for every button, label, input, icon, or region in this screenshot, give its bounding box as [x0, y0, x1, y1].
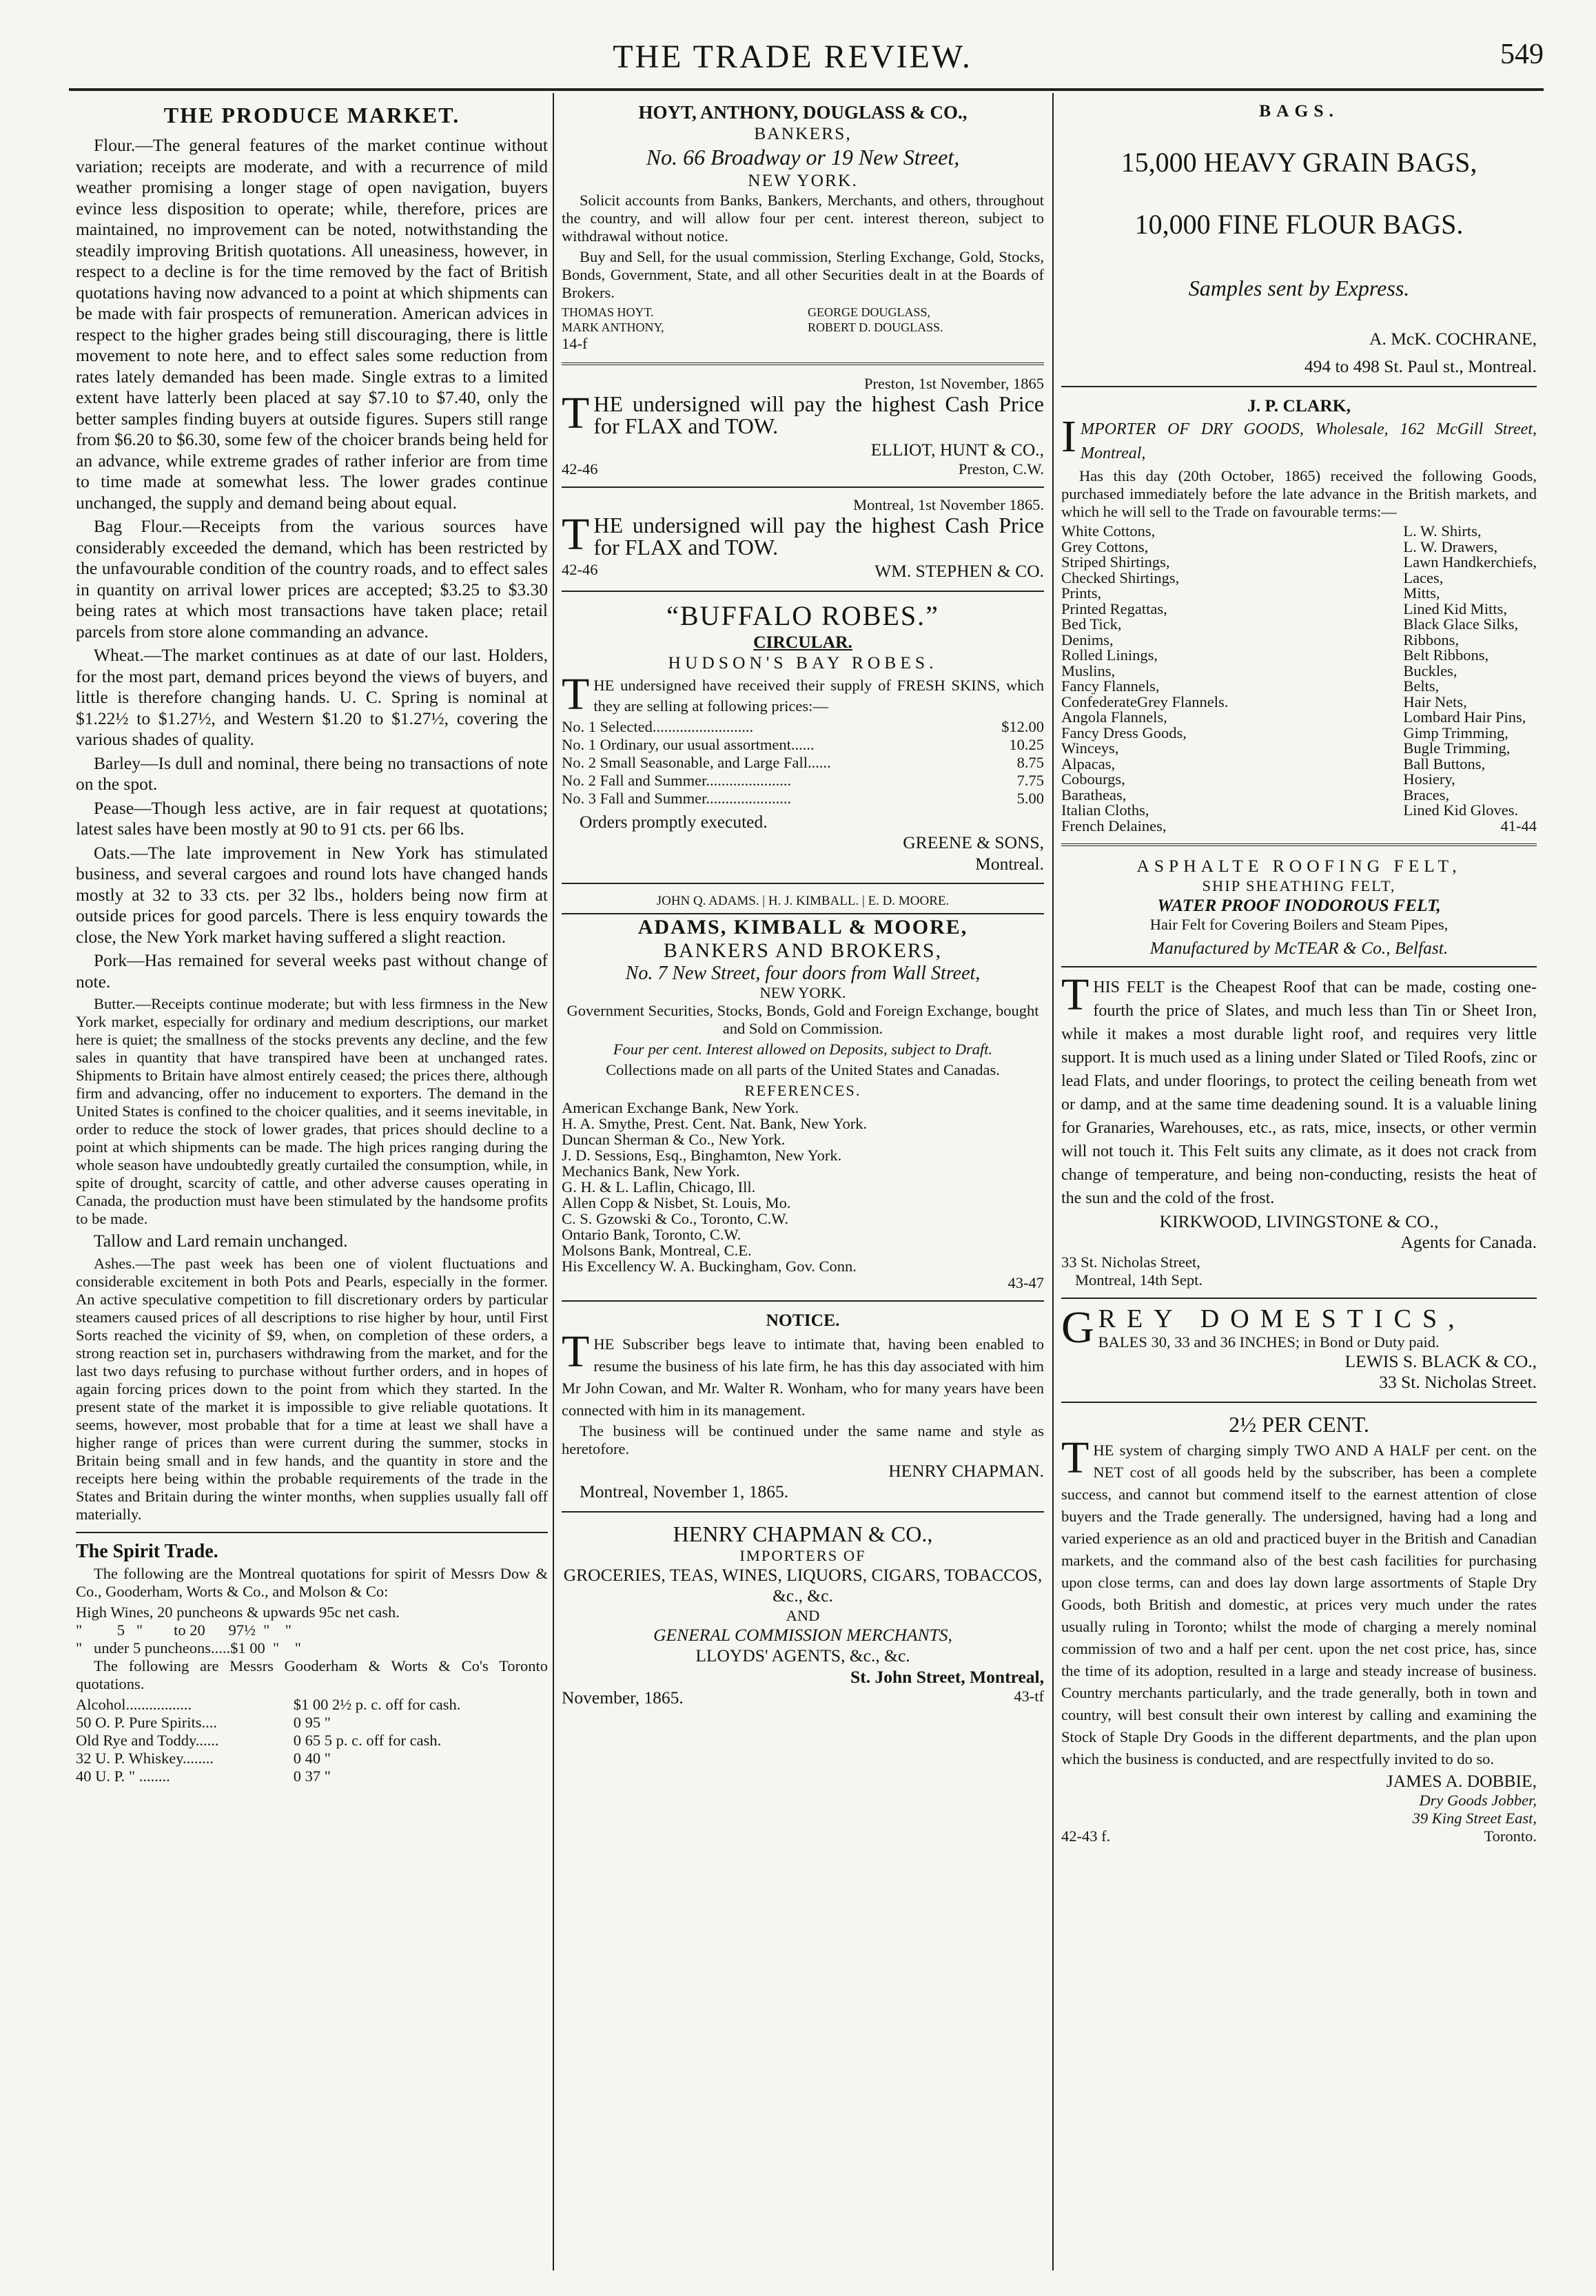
- high-wines-line-2: " 5 " to 20 97½ " ": [76, 1621, 291, 1639]
- pork-paragraph: Pork—Has remained for several weeks past without change of note.: [76, 950, 548, 992]
- list-item: Duncan Sherman & Co., New York.: [562, 1131, 786, 1148]
- henry-chapman-advertisement: [562, 1521, 1044, 1709]
- chapman-address: St. John Street, Montreal,: [850, 1666, 1044, 1687]
- robe-grade: No. 3 Fall and Summer......................: [562, 789, 792, 807]
- list-item: Printed Regattas,: [1061, 599, 1167, 617]
- grey-domestics-body: BALES 30, 33 and 36 INCHES; in Bond or Duty paid.: [1098, 1333, 1440, 1351]
- bags-heading: BAGS.: [1259, 101, 1339, 121]
- robe-grade: No. 1 Selected..........................: [562, 717, 754, 735]
- oats-paragraph: Oats.—The late improvement in New York has stimulated business, and several cargoes and round lots have changed hands mostly at 32 to 33 cts. per 32 lbs., holders being now firm at outside prices for good parcels. There is less enquiry towards the close, the New York market having suffered a slight reaction.: [76, 842, 548, 947]
- header-rule: [69, 88, 1544, 91]
- list-item: L. W. Shirts,: [1403, 522, 1482, 540]
- spirit-name: Alcohol.................: [76, 1696, 192, 1713]
- list-item: Allen Copp & Nisbet, St. Louis, Mo.: [562, 1194, 791, 1211]
- list-item: Italian Cloths,: [1061, 801, 1149, 819]
- ad-code: 41-44: [1500, 817, 1537, 834]
- drop-capital: T: [562, 1326, 590, 1377]
- ad-footer: [1061, 1827, 1537, 1845]
- partner-name: ROBERT D. DOUGLASS.: [808, 320, 943, 334]
- divider: [1061, 386, 1537, 387]
- list-item: White Cottons,: [1061, 522, 1156, 540]
- asphalte-sub: SHIP SHEATHING FELT,: [1202, 877, 1396, 894]
- ad-date: Preston, 1st November, 1865: [864, 374, 1044, 392]
- ad-signature: WM. STEPHEN & CO.: [874, 561, 1044, 581]
- list-item: Grey Cottons,: [1061, 537, 1149, 555]
- list-item: Checked Shirtings,: [1061, 568, 1180, 586]
- ad-code: 14-f: [562, 334, 588, 352]
- ad-address: 33 St. Nicholas Street,: [1061, 1253, 1200, 1271]
- robe-grade: No. 1 Ordinary, our usual assortment......: [562, 735, 815, 753]
- goods-list-right: [1403, 524, 1537, 834]
- column-rule-2: [1052, 93, 1054, 2271]
- table-row: [76, 1696, 548, 1714]
- list-item: American Exchange Bank, New York.: [562, 1099, 799, 1116]
- ad-city: Toronto.: [1484, 1827, 1537, 1845]
- list-item: Laces,: [1403, 568, 1444, 586]
- drop-capital: T: [1061, 1432, 1089, 1483]
- list-item: Black Glace Silks,: [1403, 615, 1519, 633]
- pease-paragraph: Pease—Though less active, are in fair request at quotations; latest sales have been mostly at 90 to 91 cts. per 66 lbs.: [76, 797, 548, 839]
- bags-flour: 10,000 FINE FLOUR BAGS.: [1134, 208, 1464, 240]
- asphalte-waterproof: WATER PROOF INODOROUS FELT,: [1157, 894, 1441, 915]
- asphalte-felt-advertisement: [1061, 856, 1537, 1289]
- notice-date: Montreal, November 1, 1865.: [580, 1482, 789, 1501]
- robe-price: 10.25: [1009, 735, 1044, 753]
- page-header: [41, 38, 1544, 79]
- akm-paragraph-3: Collections made on all parts of the United States and Canadas.: [606, 1061, 1000, 1078]
- chapman-title: HENRY CHAPMAN & CO.,: [673, 1521, 933, 1546]
- divider: [1061, 966, 1537, 967]
- goods-list-left: [1061, 524, 1228, 834]
- list-item: Ontario Bank, Toronto, C.W.: [562, 1226, 741, 1243]
- chapman-and: AND: [786, 1606, 820, 1624]
- ad-signature: HENRY CHAPMAN.: [888, 1460, 1044, 1481]
- list-item: Fancy Dress Goods,: [1061, 724, 1187, 741]
- list-item: Bed Tick,: [1061, 615, 1122, 633]
- list-item: Angola Flannels,: [1061, 708, 1167, 726]
- list-item: H. A. Smythe, Prest. Cent. Nat. Bank, New York.: [562, 1115, 868, 1132]
- divider: [562, 1300, 1044, 1302]
- chapman-commission: GENERAL COMMISSION MERCHANTS,: [653, 1624, 952, 1645]
- per-cent-heading: 2½ PER CENT.: [1229, 1411, 1369, 1437]
- barley-paragraph: Barley—Is dull and nominal, there being no transactions of note on the spot.: [76, 752, 548, 794]
- robe-grade: No. 2 Fall and Summer......................: [562, 771, 792, 789]
- column-rule-1: [553, 93, 554, 2271]
- clark-title: MPORTER OF DRY GOODS, Wholesale, 162 McGill Street, Montreal,: [1080, 420, 1537, 462]
- asphalte-hair-felt: Hair Felt for Covering Boilers and Steam Pipes,: [1149, 916, 1449, 933]
- table-row: [76, 1732, 548, 1750]
- spirit-intro-toronto: The following are Messrs Gooderham & Worts & Co's Toronto quotations.: [76, 1657, 548, 1692]
- robe-grade: No. 2 Small Seasonable, and Large Fall......: [562, 753, 831, 771]
- list-item: Baratheas,: [1061, 786, 1127, 803]
- ad-signature: A. McK. COCHRANE,: [1369, 328, 1537, 349]
- asphalte-heading: ASPHALTE ROOFING FELT,: [1136, 856, 1462, 876]
- preston-flax-advertisement: [562, 375, 1044, 479]
- clark-advertisement: [1061, 396, 1537, 834]
- divider: [1061, 1298, 1537, 1299]
- high-wines-line-3: " under 5 puncheons.....$1 00 " ": [76, 1639, 301, 1657]
- akm-paragraph-2: Four per cent. Interest allowed on Deposits, subject to Draft.: [613, 1041, 993, 1058]
- flax-notice-body: HE undersigned will pay the highest Cash Price for FLAX and TOW.: [593, 513, 1044, 560]
- ad-date: November, 1865.: [562, 1688, 684, 1708]
- per-cent-advertisement: [1061, 1411, 1537, 1846]
- list-item: Muslins,: [1061, 662, 1116, 679]
- clark-body: Has this day (20th October, 1865) received the following Goods, purchased immediately before the late advance in the British markets, and which he will sell to the Trade on favourable terms:—: [1061, 467, 1537, 520]
- spirit-price: 0 95 ": [293, 1714, 331, 1731]
- list-item: Alpacas,: [1061, 755, 1116, 772]
- divider: [562, 362, 1044, 365]
- drop-capital: T: [562, 668, 590, 719]
- spirit-price: 0 37 ": [293, 1767, 331, 1785]
- akm-title: ADAMS, KIMBALL & MOORE,: [637, 916, 968, 939]
- divider: [1061, 1402, 1537, 1403]
- spirit-price: 0 40 ": [293, 1750, 331, 1767]
- drop-capital: I: [1061, 411, 1076, 462]
- list-item: Hosiery,: [1403, 770, 1455, 788]
- spirit-price: $1 00 2½ p. c. off for cash.: [293, 1696, 461, 1713]
- drop-capital: G: [1061, 1302, 1094, 1353]
- list-item: Buckles,: [1403, 662, 1457, 679]
- signature-line-3: 39 King Street East,: [1412, 1810, 1537, 1827]
- buffalo-robes-title: “BUFFALO ROBES.”: [666, 599, 939, 631]
- spirit-price-table: [76, 1696, 548, 1785]
- partner-name: THOMAS HOYT.: [562, 305, 654, 319]
- divider: [562, 486, 1044, 488]
- ad-footer: [562, 561, 1044, 582]
- list-item: Braces,: [1403, 786, 1450, 803]
- hoyt-partners: [562, 305, 1044, 335]
- table-row: [76, 1714, 548, 1732]
- list-item: Mitts,: [1403, 584, 1440, 602]
- akm-paragraph-1: Government Securities, Stocks, Bonds, Gold and Foreign Exchange, bought and Sold on Commission.: [566, 1002, 1039, 1037]
- hoyt-address: No. 66 Broadway or 19 New Street,: [646, 145, 960, 170]
- drop-capital: T: [562, 509, 590, 560]
- list-item: Ball Buttons,: [1403, 755, 1486, 772]
- akm-city: NEW YORK.: [759, 984, 846, 1001]
- notice-body: HE Subscriber begs leave to intimate that, having been enabled to resume the business of his late firm, he has this day associated with him Mr John Cowan, and Mr. Walter R. Wonham, who for many years have been connected with him in its management.: [562, 1335, 1044, 1419]
- partner-name: GEORGE DOUGLASS,: [808, 305, 931, 319]
- list-item: Ribbons,: [1403, 631, 1459, 648]
- orders-note: Orders promptly executed.: [580, 811, 768, 832]
- table-row: [562, 754, 1044, 772]
- table-row: [562, 790, 1044, 808]
- table-row: [76, 1750, 548, 1767]
- per-cent-body: HE system of charging simply TWO AND A HALF per cent. on the NET cost of all goods held by the subscriber, has been a complete success, and cannot but commend itself to the earnest attention of close buyers and the Trade generally. The undersigned, having had a long and varied experience as an old and practiced buyer in the British and Canadian markets, and the command also of the best cash facilities for purchasing upon close terms, can and does lay down large assortments of Staple Dry Goods, both British and domestic, at prices very much under the rates usually ruling in Toronto; whilst the mode of charging a merely nominal commission of two and a half per cent. upon the net cost price, has, since the time of its adoption, resulted in a large and steady increase of business. Country merchants particularly, and the trade generally, both in town and country, will best consult their own interest by calling and examining the Stock of Staple Dry Goods in the different departments, and the plan upon which the business is conducted, and are respectfully invited to do so.: [1061, 1441, 1537, 1767]
- ad-signature: JAMES A. DOBBIE,: [1386, 1770, 1537, 1791]
- ad-signature: LEWIS S. BLACK & CO.,: [1344, 1351, 1537, 1371]
- clark-name: J. P. CLARK,: [1247, 395, 1351, 416]
- list-item: Striped Shirtings,: [1061, 553, 1170, 571]
- robes-body: HE undersigned have received their supply of FRESH SKINS, which they are selling at following prices:—: [593, 676, 1044, 715]
- robe-price: 5.00: [1016, 789, 1044, 807]
- ad-agents: Agents for Canada.: [1400, 1232, 1537, 1252]
- hoyt-paragraph-2: Buy and Sell, for the usual commission, Sterling Exchange, Gold, Stocks, Bonds, Government, State, and all other Securities dealt in at the Boards of Brokers.: [562, 247, 1044, 301]
- list-item: Lawn Handkerchiefs,: [1403, 553, 1537, 571]
- notice-advertisement: [562, 1310, 1044, 1503]
- list-item: C. S. Gzowski & Co., Toronto, C.W.: [562, 1210, 789, 1227]
- list-item: French Delaines,: [1061, 817, 1167, 834]
- list-item: Belts,: [1403, 677, 1440, 695]
- chapman-lloyds: LLOYDS' AGENTS, &c., &c.: [695, 1646, 910, 1665]
- references-list: [562, 1100, 1044, 1274]
- butter-paragraph: Butter.—Receipts continue moderate; but with less firmness in the New York market, especially for ordinary and medium descriptions, our market here is quiet; the smallness of the stocks prevents any decline, and the few sales in quantity that have transpired have been at unchanged rates. Shipments to Britain have almost entirely ceased; the prices there, although firm and advancing, offer no inducement to exporters. The demand in the United States is confined to the choicer qualities, and it seems inevitable, in order to reduce the stock of lower grades, that prices should decline to a point at which shipments can be made. The high prices ranging during the whole season have undoubtedly greatly curtailed the consumption, while, in spite of drought, scarcity of cattle, and other adverse causes operating in Canada, the production must have been stimulated by the handsome profits to be made.: [76, 995, 548, 1227]
- signature-line-2: Dry Goods Jobber,: [1419, 1792, 1537, 1809]
- spirit-name: Old Rye and Toddy......: [76, 1732, 219, 1749]
- divider: [562, 913, 1044, 914]
- column-produce-market: [76, 96, 548, 1785]
- robes-price-table: [562, 718, 1044, 808]
- notice-paragraph-2: The business will be continued under the same name and style as heretofore.: [562, 1422, 1044, 1457]
- chapman-importers: IMPORTERS OF: [739, 1546, 866, 1564]
- table-row: [562, 772, 1044, 790]
- list-item: Cobourgs,: [1061, 770, 1125, 788]
- list-item: Lombard Hair Pins,: [1403, 708, 1526, 726]
- list-item: G. H. & L. Laflin, Chicago, Ill.: [562, 1178, 756, 1196]
- notice-heading: NOTICE.: [766, 1310, 840, 1330]
- list-item: Hair Nets,: [1403, 693, 1467, 710]
- drop-capital: T: [1061, 969, 1089, 1020]
- list-item: His Excellency W. A. Buckingham, Gov. Conn.: [562, 1258, 857, 1275]
- spirit-intro: The following are the Montreal quotations for spirit of Messrs Dow & Co., Gooderham, Worts & Co., and Molson & Co:: [76, 1565, 548, 1600]
- ad-signature: KIRKWOOD, LIVINGSTONE & CO.,: [1159, 1211, 1439, 1231]
- flax-notice-body: HE undersigned will pay the highest Cash Price for FLAX and TOW.: [593, 391, 1044, 438]
- hoyt-title: HOYT, ANTHONY, DOUGLASS & CO.,: [638, 102, 968, 123]
- ad-date: Montreal, 14th Sept.: [1075, 1271, 1203, 1289]
- high-wines-line-1: High Wines, 20 puncheons & upwards 95c net cash.: [76, 1603, 400, 1621]
- drop-capital: T: [562, 387, 590, 438]
- list-item: Fancy Flannels,: [1061, 677, 1160, 695]
- ad-place: Preston, C.W.: [958, 460, 1044, 478]
- list-item: Lined Kid Gloves.: [1403, 801, 1519, 819]
- bag-flour-paragraph: Bag Flour.—Receipts from the various sources have considerably exceeded the demand, which has been restricted by the unfavourable condition of the country roads, and to effect sales in quantity on arrival lower prices are accepted; $3.25 to $3.30 being rates at which most transactions have taken place; retail parcels from store alone commanding an advance.: [76, 516, 548, 642]
- ad-address: 33 St. Nicholas Street.: [1379, 1372, 1537, 1392]
- ad-code: 42-43 f.: [1061, 1827, 1111, 1845]
- ad-city: Montreal.: [975, 853, 1044, 874]
- list-item: Lined Kid Mitts,: [1403, 599, 1507, 617]
- column-advertisements-middle: [562, 96, 1044, 1709]
- ad-code: 42-46: [562, 561, 598, 578]
- divider: [562, 591, 1044, 592]
- grey-domestics-advertisement: [1061, 1302, 1537, 1393]
- tallow-paragraph: Tallow and Lard remain unchanged.: [94, 1231, 348, 1251]
- robe-price: $12.00: [1001, 717, 1044, 735]
- circular-heading: CIRCULAR.: [753, 631, 852, 652]
- montreal-flax-advertisement: [562, 496, 1044, 582]
- table-row: [562, 718, 1044, 736]
- list-item: Belt Ribbons,: [1403, 646, 1489, 664]
- newspaper-title: THE TRADE REVIEW.: [613, 39, 972, 75]
- ad-code: 43-tf: [1014, 1688, 1044, 1705]
- page-number: 549: [1500, 39, 1544, 70]
- adams-kimball-moore-advertisement: [562, 892, 1044, 1292]
- hoyt-subtitle: BANKERS,: [754, 123, 852, 143]
- spirit-name: 40 U. P. " ........: [76, 1767, 170, 1785]
- divider: [1061, 843, 1537, 846]
- partner-name: MARK ANTHONY,: [562, 320, 664, 334]
- list-item: J. D. Sessions, Esq., Binghamton, New York.: [562, 1147, 842, 1164]
- flour-paragraph: Flour.—The general features of the market continue without variation; receipts are moderate, and with a recurrence of mild weather promising a longer stage of open navigation, buyers evince less disposition to operate; while, therefore, prices are maintained, no improvement can be noted, notwithstanding the steadily improving British quotations. All uneasiness, however, in respect to a decline is for the time removed by the fact of British quotations having now advanced to a point at which shipments can be made with fair prospects of remuneration. American advices in respect to the higher grades being still discouraging, there is little movement to note here, and to effect sales some reduction from rates lately demanded has been made. Single extras to a limited extent have latterly been placed at say $7.10 to $7.40, only the better samples finding buyers at outside figures. Supers still range from $6.20 to $6.30, some few of the choicer brands being held for an advance, while extreme grades of rather inferior are from time to time made at somewhat less. The lower grades continue unchanged, the supply and demand being about equal.: [76, 135, 548, 513]
- ad-footer: [562, 460, 1044, 478]
- ashes-paragraph: Ashes.—The past week has been one of violent fluctuations and considerable excitement in both Pots and Pearls, especially in the former. An active speculative competition to fill discretionary orders by particular steamers caused prices of all descriptions to rise higher by hour, until First Sorts reached the vicinity of $9, when, on completion of these orders, a strong reaction set in, purchasers withdrawing from the market, and for the last two days refusing to purchase without further orders, and in hopes of again forcing prices down to the point from which they started. In the present state of the market it is impossible to give reliable quotations. It seems, however, most probable that for a time at least we shall have a higher range of prices than were current during the summer, stocks in Britain being small and in few hands, and the quantity in store and the receipts here being within the probable requirements of the trade in the States and Britain during the winter months, when supplies usually fall off materially.: [76, 1254, 548, 1523]
- list-item: ConfederateGrey Flannels.: [1061, 693, 1229, 710]
- ad-signature: ELLIOT, HUNT & CO.,: [870, 439, 1044, 460]
- produce-market-heading: THE PRODUCE MARKET.: [163, 103, 460, 127]
- hoyt-paragraph-1: Solicit accounts from Banks, Bankers, Merchants, and others, throughout the country, and will allow four per cent. interest thereon, subject to withdrawal without notice.: [562, 191, 1044, 245]
- bags-grain: 15,000 HEAVY GRAIN BAGS,: [1121, 146, 1477, 178]
- list-item: Molsons Bank, Montreal, C.E.: [562, 1242, 752, 1259]
- list-item: Winceys,: [1061, 739, 1119, 757]
- list-item: Gimp Trimming,: [1403, 724, 1508, 741]
- partner-names: JOHN Q. ADAMS. | H. J. KIMBALL. | E. D. MOORE.: [656, 894, 950, 908]
- list-item: Rolled Linings,: [1061, 646, 1158, 664]
- hoyt-city: NEW YORK.: [748, 170, 858, 190]
- ad-signature: GREENE & SONS,: [903, 832, 1044, 852]
- robe-price: 7.75: [1016, 771, 1044, 789]
- robe-price: 8.75: [1016, 753, 1044, 771]
- ad-footer: [562, 1688, 1044, 1709]
- hoyt-advertisement: [562, 102, 1044, 353]
- spirit-name: 32 U. P. Whiskey........: [76, 1750, 214, 1767]
- akm-address: No. 7 New Street, four doors from Wall Street,: [625, 962, 981, 984]
- asphalte-manufacturer: Manufactured by McTEAR & Co., Belfast.: [1149, 938, 1449, 958]
- ad-code: 42-46: [562, 460, 598, 478]
- clark-goods-list: [1061, 524, 1537, 834]
- divider: [76, 1532, 548, 1533]
- spirit-name: 50 O. P. Pure Spirits....: [76, 1714, 218, 1731]
- ad-date: Montreal, 1st November 1865.: [853, 496, 1044, 513]
- references-heading: REFERENCES.: [744, 1082, 861, 1099]
- spirit-trade-heading: The Spirit Trade.: [76, 1540, 218, 1562]
- buffalo-robes-advertisement: [562, 600, 1044, 875]
- bags-advertisement: [1061, 101, 1537, 378]
- ad-address: 494 to 498 St. Paul st., Montreal.: [1304, 356, 1537, 376]
- column-advertisements-right: [1061, 96, 1537, 1845]
- list-item: Bugle Trimming,: [1403, 739, 1511, 757]
- list-item: Denims,: [1061, 631, 1114, 648]
- spirit-price: 0 65 5 p. c. off for cash.: [293, 1732, 442, 1749]
- chapman-goods: GROCERIES, TEAS, WINES, LIQUORS, CIGARS, TOBACCOS, &c., &c.: [563, 1564, 1043, 1606]
- grey-domestics-heading: REY DOMESTICS,: [1098, 1304, 1466, 1333]
- asphalte-body: HIS FELT is the Cheapest Roof that can be made, costing one-fourth the price of Slates, and much less than Tin or Sheet Iron, while it makes a most durable light roof, and requires very little support. It is much used as a lining under Slated or Tiled Roofs, zinc or lead Flats, and under floorings, to protect the ceiling beneath from wet or damp, and at the same time deadening sound. It is a valuable lining for Granaries, Warehouses, etc., as rats, mice, insects, or other vermin will not touch it. This Felt suits any climate, as it does not crack from change of temperature, and being non-conducting, resists the heat of the sun and the cold of the frost.: [1061, 978, 1537, 1207]
- bags-samples: Samples sent by Express.: [1188, 275, 1410, 300]
- akm-subtitle: BANKERS AND BROKERS,: [663, 939, 943, 962]
- list-item: Mechanics Bank, New York.: [562, 1162, 740, 1180]
- list-item: Prints,: [1061, 584, 1102, 602]
- divider: [562, 883, 1044, 884]
- table-row: [562, 736, 1044, 754]
- wheat-paragraph: Wheat.—The market continues as at date of our last. Holders, for the most part, demand prices beyond the views of buyers, and little is therefore changing hands. U. C. Spring is nominal at $1.22½ to $1.27½, and Western $1.20 to $1.27½, covering the various shades of quality.: [76, 645, 548, 749]
- ad-code: 43-47: [1007, 1274, 1044, 1291]
- hudsons-bay-heading: HUDSON'S BAY ROBES.: [668, 653, 938, 673]
- list-item: L. W. Drawers,: [1403, 537, 1498, 555]
- table-row: [76, 1767, 548, 1785]
- divider: [562, 1511, 1044, 1513]
